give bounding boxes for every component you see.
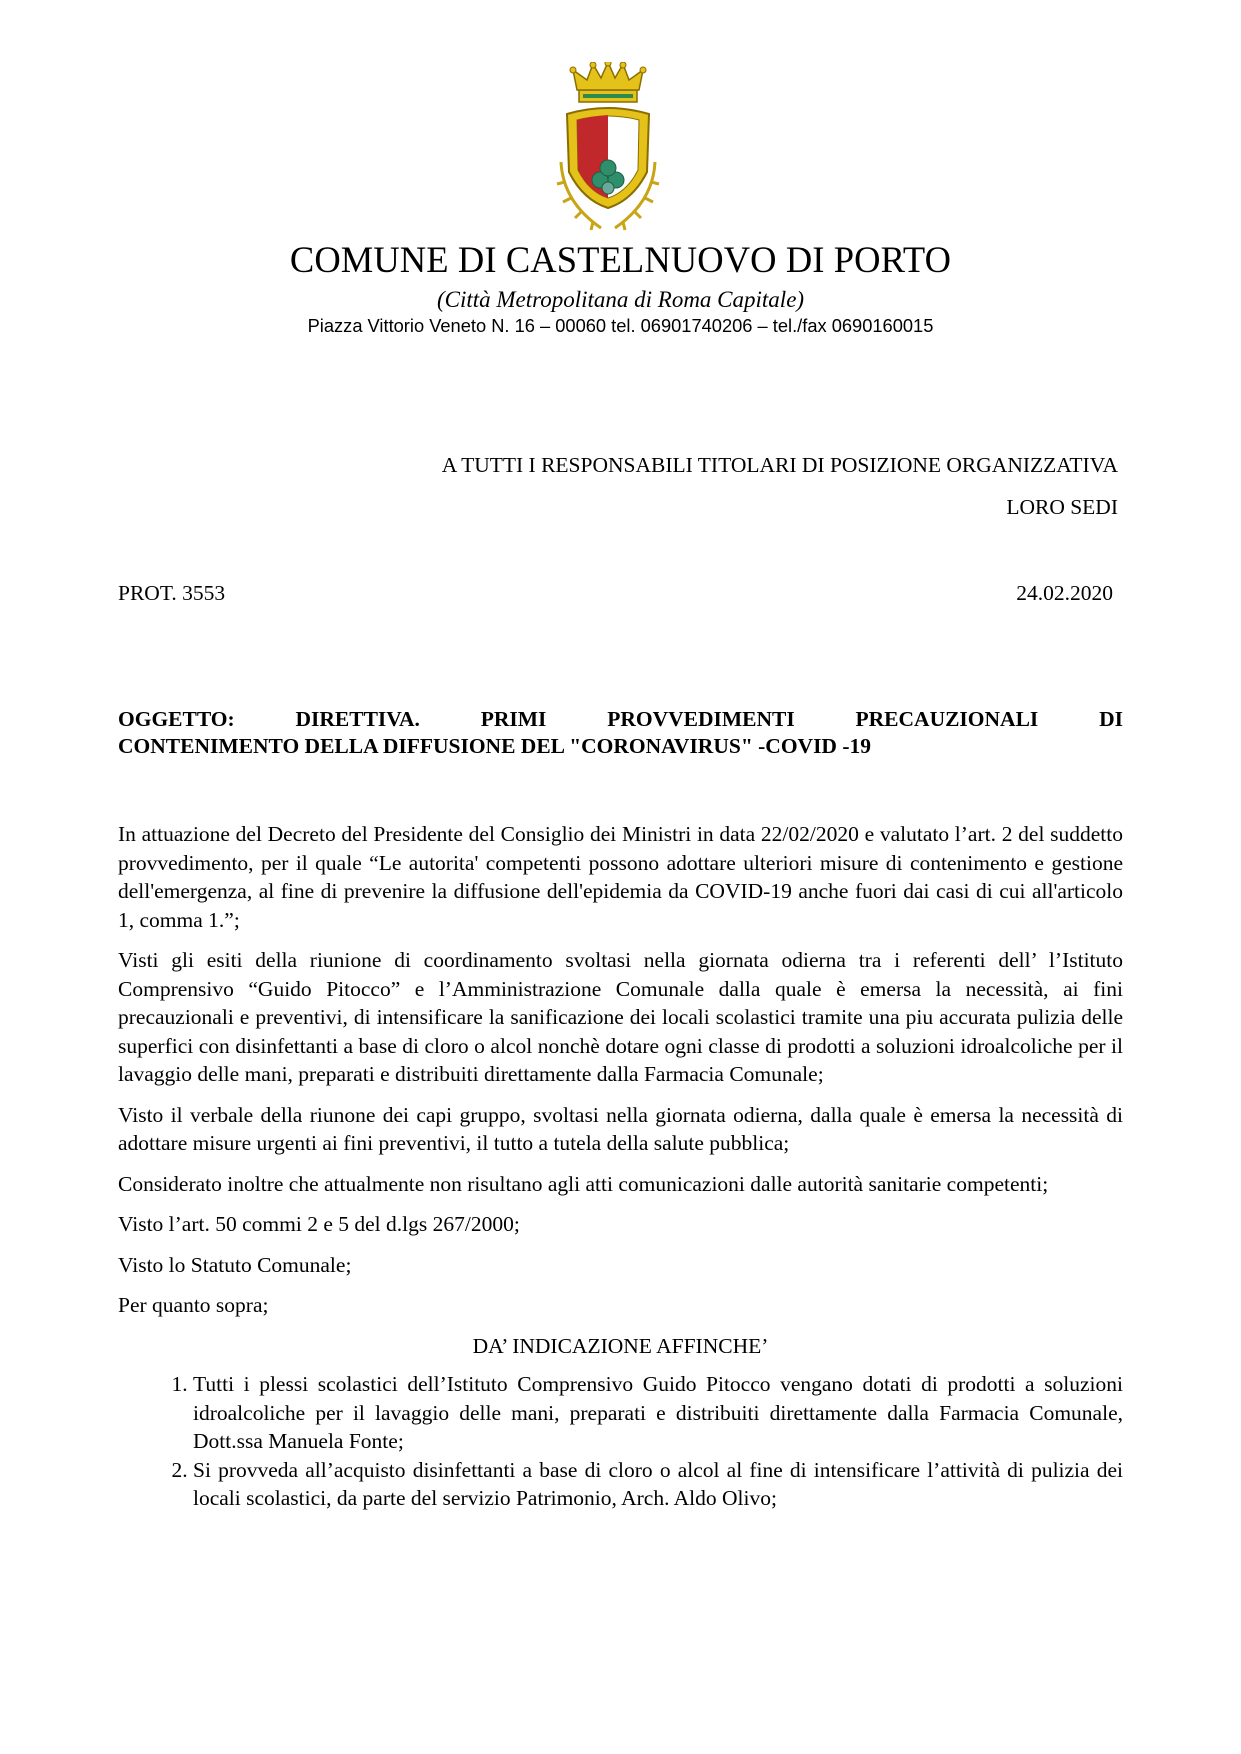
document-date: 24.02.2020	[1016, 581, 1113, 605]
body-paragraph: Visti gli esiti della riunione di coordinamento svoltasi nella giornata odierna tra i referenti dell’ l’Istituto Comprensivo “Guido Pitocco” e l’Amministrazione Comunale dalla quale è emersa la necessità, ai fini precauzionali e preventivi, di intensificare la sanificazione dei locali scolastici tramite una piu accurata pulizia delle superfici con disinfettanti a base di cloro o alcol nonchè dotare ogni classe di prodotti a soluzioni idroalcoliche per il lavaggio delle mani, preparati e distribuiti direttamente dalla Farmacia Comunale;	[118, 948, 1123, 1086]
recipient-seat: LORO SEDI	[1006, 495, 1118, 519]
municipality-subtitle: (Città Metropolitana di Roma Capitale)	[436, 287, 805, 312]
subject-word: DIRETTIVA.	[295, 707, 420, 731]
recipient-line: A TUTTI I RESPONSABILI TITOLARI DI POSIZIONE ORGANIZZATIVA	[441, 453, 1118, 477]
directive-list	[118, 1370, 1123, 1513]
body-paragraph: In attuazione del Decreto del Presidente del Consiglio dei Ministri in data 22/02/2020 e valutato l’art. 2 del suddetto provvedimento, per il quale “Le autorita' competenti possono adottare ulteriori misure di contenimento e gestione dell'emergenza, al fine di prevenire la diffusione dell'epidemia da COVID-19 anche fuori dai casi di cui all'articolo 1, comma 1.”;	[118, 822, 1123, 932]
directive-item: 2. Si provveda all’acquisto disinfettanti a base di cloro o alcol al fine di intensificare l’attività di pulizia dei locali scolastici, da parte del servizio Patrimonio, Arch. Aldo Olivo;	[193, 1456, 1123, 1513]
shield-icon	[567, 108, 649, 208]
body-paragraph: Considerato inoltre che attualmente non risultano agli atti comunicazioni dalle autorità sanitarie competenti;	[118, 1171, 1049, 1196]
body-paragraph: Visto lo Statuto Comunale;	[118, 1252, 352, 1277]
subject-word: PRIMI	[480, 707, 547, 731]
subject-block	[118, 706, 1123, 760]
protocol-number: PROT. 3553	[118, 581, 226, 605]
directive-heading: DA’ INDICAZIONE AFFINCHE’	[472, 1333, 769, 1358]
body-paragraph: Visto l’art. 50 commi 2 e 5 del d.lgs 267/2000;	[118, 1212, 520, 1236]
body-paragraph: Visto il verbale della riunone dei capi gruppo, svoltasi nella giornata odierna, dalla quale è emersa la necessità di adottare misure urgenti ai fini preventivi, il tutto a tutela della salute pubblica;	[118, 1102, 1123, 1155]
subject-line-1	[118, 706, 1123, 733]
directive-item: 1. Tutti i plessi scolastici dell’Istituto Comprensivo Guido Pitocco vengano dotati di prodotti a soluzioni idroalcoliche per il lavaggio delle mani, preparati e distribuiti direttamente dalla Farmacia Comunale, Dott.ssa Manuela Fonte;	[193, 1370, 1123, 1456]
document-body	[118, 820, 1123, 1513]
municipal-crest-icon	[553, 62, 663, 234]
municipality-title: COMUNE DI CASTELNUOVO DI PORTO	[289, 239, 952, 280]
body-paragraph: Per quanto sopra;	[118, 1293, 269, 1317]
subject-line-2: CONTENIMENTO DELLA DIFFUSIONE DEL "CORONAVIRUS" -COVID -19	[118, 734, 871, 758]
subject-word: PRECAUZIONALI	[855, 707, 1039, 731]
subject-word: OGGETTO:	[118, 707, 235, 731]
crown-icon	[570, 62, 646, 102]
subject-word: PROVVEDIMENTI	[607, 707, 795, 731]
subject-word: DI	[1099, 707, 1123, 731]
municipality-address: Piazza Vittorio Veneto N. 16 – 00060 tel. 06901740206 – tel./fax 0690160015	[307, 315, 934, 336]
